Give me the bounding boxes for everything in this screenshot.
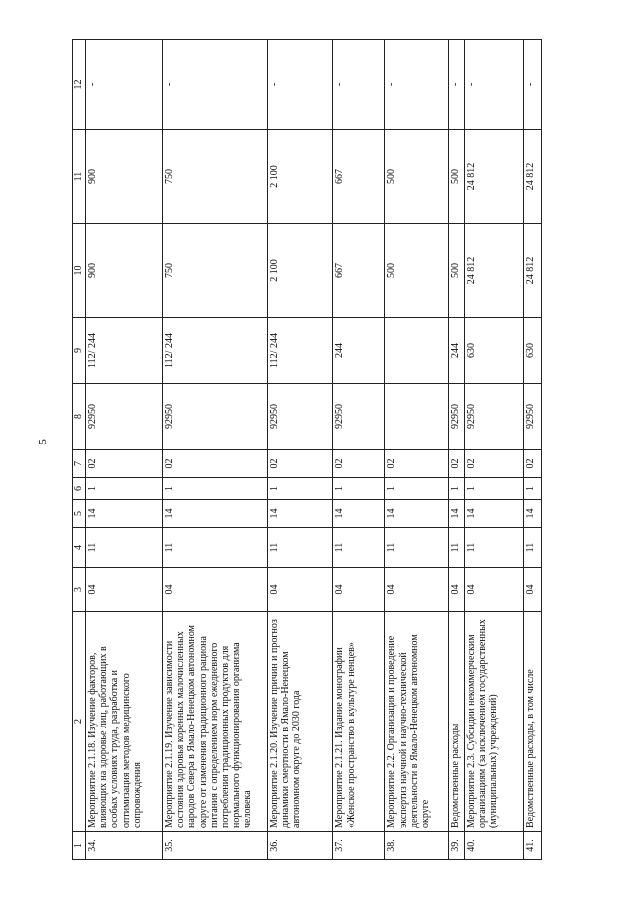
value-cell-c8: 92950 xyxy=(267,384,333,450)
table-row xyxy=(86,40,163,860)
value-cell-c5: 14 xyxy=(333,500,385,528)
value-cell-c6: 1 xyxy=(523,478,541,500)
value-cell-c11: 2 100 xyxy=(267,130,333,224)
value-cell-c8: 92950 xyxy=(163,384,268,450)
row-number-cell: 36. xyxy=(267,832,333,860)
row-number-cell: 41. xyxy=(523,832,541,860)
value-cell-c10: 24 812 xyxy=(464,224,523,318)
value-cell-c10: 900 xyxy=(86,224,163,318)
value-cell-c5: 14 xyxy=(385,500,448,528)
row-number-cell: 38. xyxy=(385,832,448,860)
value-cell-c4: 11 xyxy=(523,528,541,568)
table-row xyxy=(333,40,385,860)
value-cell-c7: 02 xyxy=(464,450,523,478)
value-cell-c6: 1 xyxy=(385,478,448,500)
header-cell: 10 xyxy=(73,224,86,318)
value-cell-c7: 02 xyxy=(333,450,385,478)
value-cell-c8 xyxy=(385,384,448,450)
header-cell: 11 xyxy=(73,130,86,224)
value-cell-c5: 14 xyxy=(267,500,333,528)
description-cell: Мероприятие 2.1.19. Изучение зависимости состояния здоровья коренных малочисленных народов Севера в Ямало-Ненецком автономном округе от изменения традиционного рациона питания с определением норм ежедневного потребления традиционных продуктов для нормального функционирования организма человека xyxy=(163,612,268,832)
value-cell-c3: 04 xyxy=(333,568,385,612)
value-cell-c10: 2 100 xyxy=(267,224,333,318)
value-cell-c4: 11 xyxy=(86,528,163,568)
value-cell-c11: 500 xyxy=(385,130,448,224)
value-cell-c5: 14 xyxy=(163,500,268,528)
table-body xyxy=(86,40,542,860)
value-cell-c6: 1 xyxy=(333,478,385,500)
value-cell-c12: - xyxy=(86,40,163,130)
description-cell: Ведомственные расходы, в том числе xyxy=(523,612,541,832)
value-cell-c8: 92950 xyxy=(464,384,523,450)
row-number-cell: 40. xyxy=(464,832,523,860)
value-cell-c7: 02 xyxy=(86,450,163,478)
value-cell-c6: 1 xyxy=(267,478,333,500)
table-row xyxy=(267,40,333,860)
header-cell: 9 xyxy=(73,318,86,384)
value-cell-c10: 24 812 xyxy=(523,224,541,318)
value-cell-c6: 1 xyxy=(464,478,523,500)
value-cell-c8: 92950 xyxy=(333,384,385,450)
value-cell-c6: 1 xyxy=(163,478,268,500)
header-cell: 12 xyxy=(73,40,86,130)
value-cell-c3: 04 xyxy=(163,568,268,612)
table-row xyxy=(464,40,523,860)
header-cell: 3 xyxy=(73,568,86,612)
value-cell-c5: 14 xyxy=(523,500,541,528)
value-cell-c9: 630 xyxy=(464,318,523,384)
description-cell: Мероприятие 2.1.20. Изучение причин и прогноз динамики смертности в Ямало-Ненецком автономном округе до 2030 года xyxy=(267,612,333,832)
row-number-cell: 34. xyxy=(86,832,163,860)
value-cell-c10: 500 xyxy=(448,224,464,318)
value-cell-c12: - xyxy=(333,40,385,130)
value-cell-c9: 112/ 244 xyxy=(86,318,163,384)
value-cell-c8: 92950 xyxy=(86,384,163,450)
header-cell: 2 xyxy=(73,612,86,832)
value-cell-c11: 500 xyxy=(448,130,464,224)
value-cell-c4: 11 xyxy=(333,528,385,568)
value-cell-c6: 1 xyxy=(86,478,163,500)
value-cell-c7: 02 xyxy=(385,450,448,478)
value-cell-c3: 04 xyxy=(86,568,163,612)
value-cell-c5: 14 xyxy=(448,500,464,528)
header-cell: 1 xyxy=(73,832,86,860)
value-cell-c10: 667 xyxy=(333,224,385,318)
header-cell: 5 xyxy=(73,500,86,528)
value-cell-c4: 11 xyxy=(163,528,268,568)
header-cell: 6 xyxy=(73,478,86,500)
table-container xyxy=(72,40,542,860)
value-cell-c6: 1 xyxy=(448,478,464,500)
row-number-cell: 37. xyxy=(333,832,385,860)
value-cell-c12: - xyxy=(267,40,333,130)
header-row xyxy=(73,40,86,860)
value-cell-c8: 92950 xyxy=(448,384,464,450)
table-row xyxy=(163,40,268,860)
table-row xyxy=(385,40,448,860)
header-cell: 8 xyxy=(73,384,86,450)
value-cell-c10: 500 xyxy=(385,224,448,318)
value-cell-c5: 14 xyxy=(464,500,523,528)
description-cell: Мероприятие 2.1.21. Издание монографии «Женское пространство в культуре ненцев» xyxy=(333,612,385,832)
value-cell-c11: 24 812 xyxy=(464,130,523,224)
rotated-table xyxy=(72,40,542,860)
value-cell-c9: 244 xyxy=(333,318,385,384)
value-cell-c4: 11 xyxy=(267,528,333,568)
value-cell-c9: 112/ 244 xyxy=(163,318,268,384)
description-cell: Мероприятие 2.3. Субсидии некоммерческим организациям (за исключением государственных (муниципальных) учреждений) xyxy=(464,612,523,832)
value-cell-c3: 04 xyxy=(385,568,448,612)
value-cell-c11: 750 xyxy=(163,130,268,224)
value-cell-c3: 04 xyxy=(267,568,333,612)
description-cell: Мероприятие 2.1.18. Изучение факторов, влияющих на здоровье лиц, работающих в особых условиях труда, разработка и оптимизация методов медицинского сопровождения xyxy=(86,612,163,832)
value-cell-c12: - xyxy=(385,40,448,130)
value-cell-c9: 112/ 244 xyxy=(267,318,333,384)
value-cell-c7: 02 xyxy=(523,450,541,478)
value-cell-c3: 04 xyxy=(523,568,541,612)
value-cell-c7: 02 xyxy=(448,450,464,478)
value-cell-c3: 04 xyxy=(448,568,464,612)
value-cell-c5: 14 xyxy=(86,500,163,528)
page-number: 5 xyxy=(36,439,49,445)
value-cell-c9: 630 xyxy=(523,318,541,384)
value-cell-c11: 900 xyxy=(86,130,163,224)
value-cell-c3: 04 xyxy=(464,568,523,612)
description-cell: Мероприятие 2.2. Организация и проведение экспертиз научной и научно-технической деятельности в Ямало-Ненецком автономном округе xyxy=(385,612,448,832)
value-cell-c12: - xyxy=(523,40,541,130)
value-cell-c4: 11 xyxy=(448,528,464,568)
row-number-cell: 39. xyxy=(448,832,464,860)
value-cell-c7: 02 xyxy=(267,450,333,478)
header-cell: 4 xyxy=(73,528,86,568)
header-cell: 7 xyxy=(73,450,86,478)
value-cell-c9: 244 xyxy=(448,318,464,384)
table-row xyxy=(523,40,541,860)
description-cell: Ведомственные расходы xyxy=(448,612,464,832)
value-cell-c12: - xyxy=(464,40,523,130)
row-number-cell: 35. xyxy=(163,832,268,860)
value-cell-c12: - xyxy=(448,40,464,130)
table-row xyxy=(448,40,464,860)
value-cell-c8: 92950 xyxy=(523,384,541,450)
value-cell-c4: 11 xyxy=(385,528,448,568)
value-cell-c11: 24 812 xyxy=(523,130,541,224)
budget-table xyxy=(72,39,542,860)
value-cell-c12: - xyxy=(163,40,268,130)
value-cell-c7: 02 xyxy=(163,450,268,478)
value-cell-c9 xyxy=(385,318,448,384)
value-cell-c10: 750 xyxy=(163,224,268,318)
value-cell-c11: 667 xyxy=(333,130,385,224)
value-cell-c4: 11 xyxy=(464,528,523,568)
